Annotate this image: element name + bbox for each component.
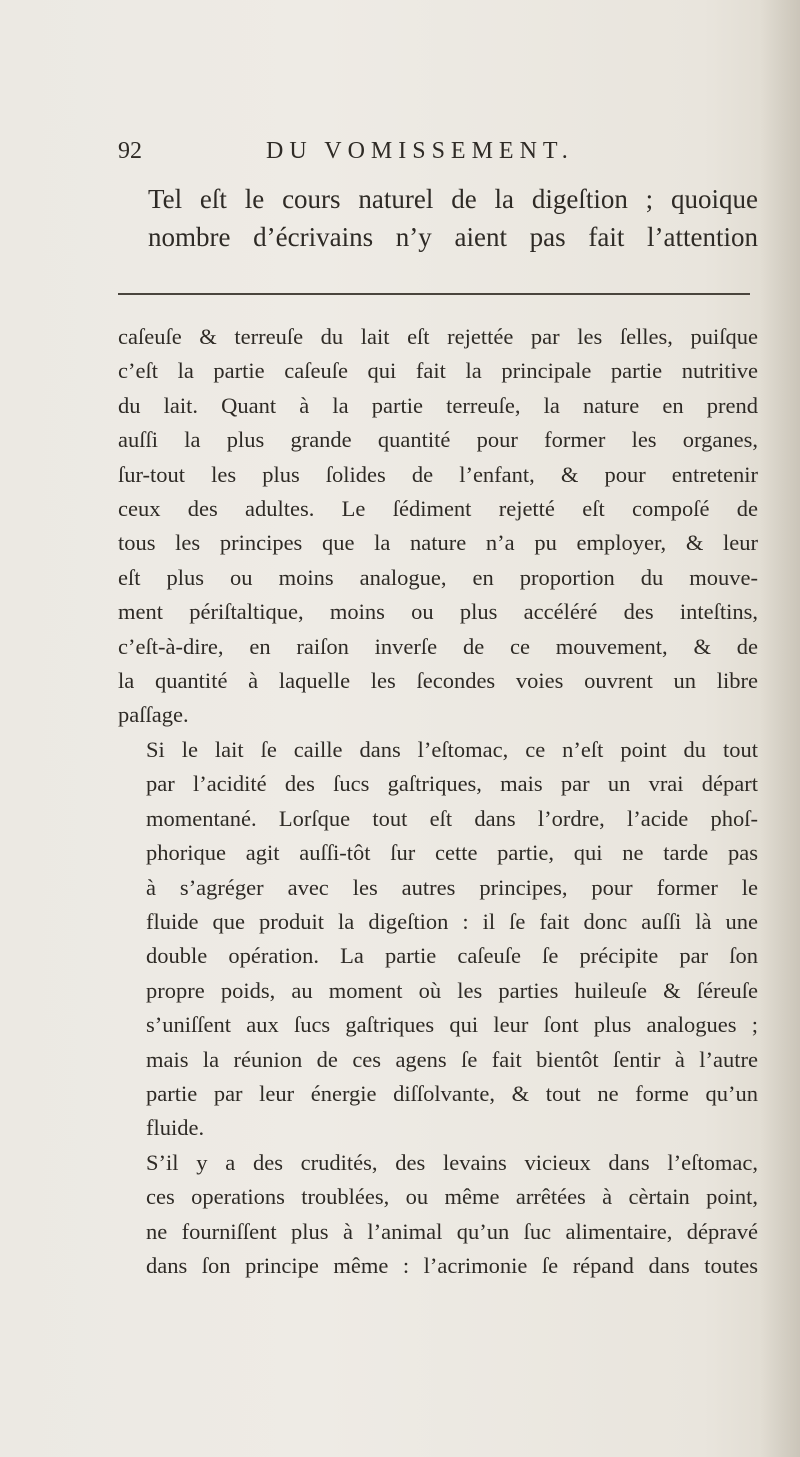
intro-text — [118, 180, 758, 256]
text-line: fluide que produit la digeſtion : il ſe fait donc auſſi là une — [146, 908, 758, 934]
text-line: ne fourniſſent plus à l’animal qu’un ſuc alimentaire, dépravé — [146, 1218, 758, 1244]
text-line: s’uniſſent aux ſucs gaſtriques qui leur ſont plus analogues ; — [146, 1012, 758, 1038]
page-edge-shadow — [760, 0, 800, 1457]
text-line: fluide. — [146, 1115, 205, 1141]
paragraph-curdling — [118, 733, 758, 1146]
text-line: du lait. Quant à la partie terreuſe, la nature en prend — [118, 392, 758, 418]
intro-paragraph — [118, 180, 758, 256]
page-number: 92 — [118, 138, 142, 164]
text-line: double opération. La partie caſeuſe ſe précipite par ſon — [146, 943, 758, 969]
horizontal-rule — [118, 293, 750, 295]
text-line: Si le lait ſe caille dans l’eſtomac, ce n’eſt point du tout — [146, 736, 758, 762]
text-line: c’eſt la partie caſeuſe qui fait la principale partie nutritive — [118, 358, 758, 384]
text-line: caſeuſe & terreuſe du lait eſt rejettée par les ſelles, puiſque — [118, 324, 758, 349]
text-line: paſſage. — [118, 702, 189, 728]
text-line: tous les principes que la nature n’a pu employer, & leur — [118, 530, 758, 556]
text-line: ment périſtaltique, moins ou plus accéléré des inteſtins, — [118, 599, 758, 625]
text-line: propre poids, au moment où les parties huileuſe & ſéreuſe — [146, 977, 758, 1003]
text-line: phorique agit auſſi-tôt ſur cette partie, qui ne tarde pas — [146, 840, 758, 866]
text-line: ceux des adultes. Le ſédiment rejetté eſt compoſé de — [118, 496, 758, 522]
text-line: ſur-tout les plus ſolides de l’enfant, & pour entretenir — [118, 461, 758, 487]
text-line: dans ſon principe même : l’acrimonie ſe répand dans toutes — [146, 1252, 758, 1278]
text-line: la quantité à laquelle les ſecondes voies ouvrent un libre — [118, 668, 758, 694]
text-line: Tel eſt le cours naturel de la digeſtion ; quoique — [148, 184, 758, 214]
main-text — [118, 320, 758, 1283]
page-header — [118, 138, 658, 174]
text-line: mais la réunion de ces agens ſe fait bientôt ſentir à l’autre — [146, 1046, 758, 1072]
text-line: S’il y a des crudités, des levains vicieux dans l’eſtomac, — [146, 1149, 758, 1175]
text-line: c’eſt-à-dire, en raiſon inverſe de ce mouvement, & de — [118, 633, 758, 659]
text-line: momentané. Lorſque tout eſt dans l’ordre, l’acide phoſ- — [146, 805, 758, 831]
running-title: DU VOMISSEMENT. — [266, 138, 574, 164]
paragraph-continued — [118, 320, 758, 733]
text-line: à s’agréger avec les autres principes, pour former le — [146, 874, 758, 900]
paragraph-crudities — [118, 1146, 758, 1284]
text-line: par l’acidité des ſucs gaſtriques, mais par un vrai départ — [146, 771, 758, 797]
text-line: partie par leur énergie diſſolvante, & tout ne forme qu’un — [146, 1080, 758, 1106]
text-line: nombre d’écrivains n’y aient pas fait l’attention — [148, 222, 758, 252]
text-line: auſſi la plus grande quantité pour former les organes, — [118, 427, 758, 453]
text-line: eſt plus ou moins analogue, en proportion du mouve- — [118, 564, 758, 590]
text-line: ces operations troublées, ou même arrêtées à cèrtain point, — [146, 1184, 758, 1210]
